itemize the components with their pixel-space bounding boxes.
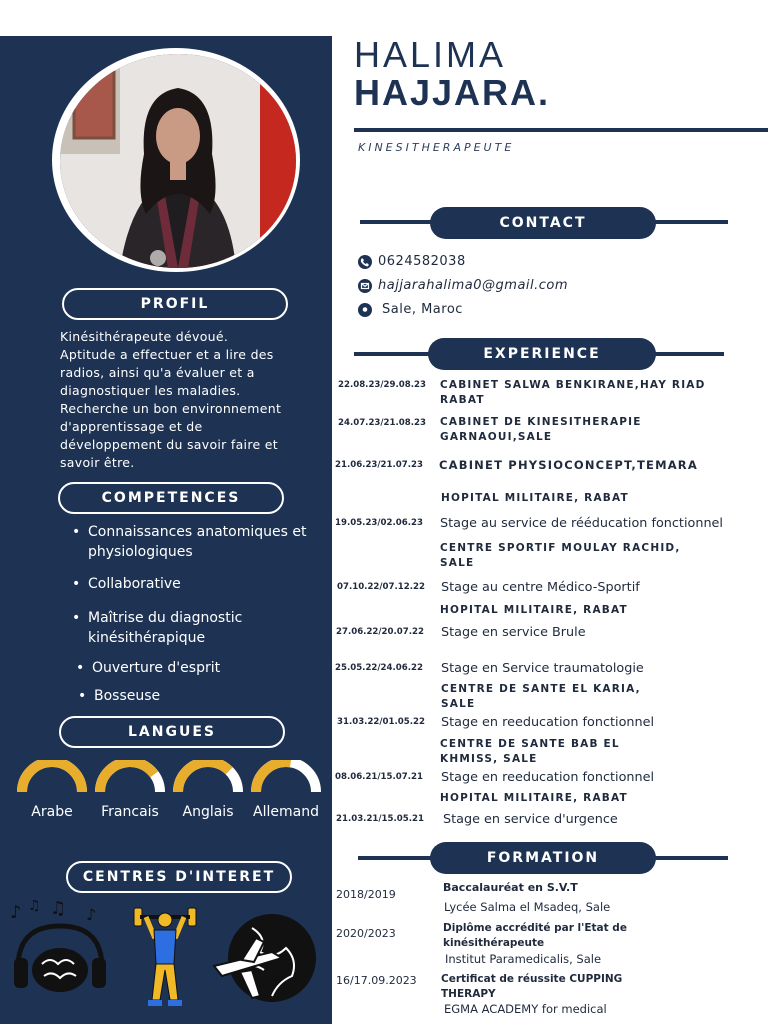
language-arabe bbox=[16, 760, 88, 820]
svg-text:♪: ♪ bbox=[10, 902, 22, 923]
experience-date: 25.05.22/24.06.22 bbox=[335, 663, 423, 673]
skills-heading: COMPETENCES bbox=[58, 482, 284, 514]
profile-line: Recherche un bon environnement bbox=[60, 401, 282, 416]
contact-location bbox=[358, 302, 463, 317]
gauge-fill bbox=[100, 762, 154, 792]
experience-date: 21.03.21/15.05.21 bbox=[336, 814, 424, 824]
language-name: Allemand bbox=[253, 804, 319, 820]
language-anglais bbox=[172, 760, 244, 820]
email-icon bbox=[358, 279, 372, 293]
formation-school: Lycée Salma el Msadeq, Sale bbox=[444, 900, 611, 914]
experience-org: CABINET PHYSIOCONCEPT,TEMARA bbox=[439, 458, 698, 472]
experience-date: 07.10.22/07.12.22 bbox=[337, 582, 425, 592]
gauge-fill bbox=[256, 762, 291, 792]
language-gauge bbox=[94, 760, 166, 796]
experience-date: 22.08.23/29.08.23 bbox=[338, 380, 426, 390]
svg-text:♪: ♪ bbox=[86, 905, 97, 924]
profile-line: Aptitude a effectuer et a lire des bbox=[60, 347, 274, 362]
skill-item: • Bosseuse bbox=[66, 686, 160, 706]
experience-org: CENTRE DE SANTE BAB EL KHMISS, SALE bbox=[440, 738, 620, 765]
globe-airplane-icon bbox=[212, 908, 320, 1008]
languages-heading: LANGUES bbox=[59, 716, 285, 748]
phone-icon bbox=[358, 255, 372, 269]
experience-date: 19.05.23/02.06.23 bbox=[335, 518, 423, 528]
language-name: Arabe bbox=[31, 804, 73, 820]
gauge-fill bbox=[178, 762, 229, 792]
experience-date: 31.03.22/01.05.22 bbox=[337, 717, 425, 727]
skill-item: • Ouverture d'esprit bbox=[64, 658, 220, 678]
location-text: Sale, Maroc bbox=[382, 302, 463, 317]
profile-photo bbox=[60, 54, 296, 268]
first-name: HALIMA bbox=[354, 34, 507, 75]
experience-stage: Stage en reeducation fonctionnel bbox=[441, 715, 655, 730]
experience-stage: Stage en service d'urgence bbox=[443, 812, 618, 827]
experience-stage: Stage au centre Médico-Sportif bbox=[441, 580, 640, 595]
contact-heading: CONTACT bbox=[430, 207, 656, 239]
experience-stage: Stage en reeducation fonctionnel bbox=[441, 770, 655, 785]
experience-org: CABINET DE KINESITHERAPIE GARNAOUI,SALE bbox=[440, 416, 642, 443]
experience-date: 27.06.22/20.07.22 bbox=[336, 627, 424, 637]
formation-date: 2018/2019 bbox=[336, 888, 396, 901]
skill-item: • Connaissances anatomiques et physiologiques bbox=[60, 522, 328, 562]
language-allemand bbox=[250, 760, 322, 820]
experience-heading: EXPERIENCE bbox=[428, 338, 656, 370]
experience-date: 21.06.23/21.07.23 bbox=[335, 460, 423, 470]
language-francais bbox=[94, 760, 166, 820]
music-brain-headphones-icon bbox=[8, 898, 108, 998]
experience-stage: Stage en service Brule bbox=[441, 625, 586, 640]
experience-org: CABINET SALWA BENKIRANE,HAY RIAD RABAT bbox=[440, 379, 706, 406]
experience-org: CENTRE DE SANTE EL KARIA, SALE bbox=[441, 683, 641, 710]
experience-stage: Stage en Service traumatologie bbox=[441, 661, 644, 676]
profile-line: radios, ainsi qu'a évaluer et a bbox=[60, 365, 255, 380]
formation-title: Baccalauréat en S.V.T bbox=[443, 881, 578, 894]
last-name: HAJJARA. bbox=[354, 72, 551, 113]
contact-email bbox=[358, 278, 568, 293]
formation-school: EGMA ACADEMY for medical bbox=[444, 1002, 607, 1016]
email-address: hajjarahalima0@gmail.com bbox=[378, 278, 569, 293]
experience-date: 08.06.21/15.07.21 bbox=[335, 772, 423, 782]
experience-date: 24.07.23/21.08.23 bbox=[338, 418, 426, 428]
location-pin-icon bbox=[358, 303, 372, 317]
experience-org: HOPITAL MILITAIRE, RABAT bbox=[441, 492, 629, 504]
skill-item: • Collaborative bbox=[60, 574, 181, 594]
formation-date: 2020/2023 bbox=[336, 927, 396, 940]
profile-line: développement du savoir faire et bbox=[60, 437, 278, 452]
svg-text:♫: ♫ bbox=[28, 898, 41, 914]
formation-title: Diplôme accrédité par l'Etat de kinésithérapeute bbox=[443, 922, 627, 949]
weightlifter-icon bbox=[132, 904, 198, 1014]
formation-date: 16/17.09.2023 bbox=[336, 974, 417, 987]
skill-item: • Maîtrise du diagnostic kinésithérapique bbox=[60, 608, 288, 648]
title-divider bbox=[354, 128, 768, 132]
formation-school: Institut Paramedicalis, Sale bbox=[445, 952, 602, 966]
profile-heading: PROFIL bbox=[62, 288, 288, 320]
formation-heading: FORMATION bbox=[430, 842, 656, 874]
experience-stage: Stage au service de rééducation fonctionnel bbox=[440, 516, 723, 531]
gauge-fill bbox=[22, 762, 82, 792]
interests-heading: CENTRES D'INTERET bbox=[66, 861, 292, 893]
phone-number: 0624582038 bbox=[378, 254, 466, 269]
profile-line: Kinésithérapeute dévoué. bbox=[60, 329, 229, 344]
profile-text bbox=[60, 328, 320, 472]
job-title: KINESITHERAPEUTE bbox=[358, 141, 515, 154]
language-name: Francais bbox=[101, 804, 159, 820]
language-gauge bbox=[250, 760, 322, 796]
language-gauge bbox=[16, 760, 88, 796]
experience-org: HOPITAL MILITAIRE, RABAT bbox=[440, 604, 628, 616]
profile-line: diagnostiquer les maladies. bbox=[60, 383, 241, 398]
formation-title: Certificat de réussite CUPPING THERAPY bbox=[441, 973, 623, 1000]
experience-org: HOPITAL MILITAIRE, RABAT bbox=[440, 792, 628, 804]
language-gauge bbox=[172, 760, 244, 796]
profile-line: d'apprentissage et de bbox=[60, 419, 203, 434]
profile-line: savoir être. bbox=[60, 455, 135, 470]
svg-text:♫: ♫ bbox=[50, 898, 67, 919]
experience-org: CENTRE SPORTIF MOULAY RACHID, SALE bbox=[440, 542, 681, 569]
contact-phone bbox=[358, 254, 466, 269]
language-name: Anglais bbox=[182, 804, 234, 820]
